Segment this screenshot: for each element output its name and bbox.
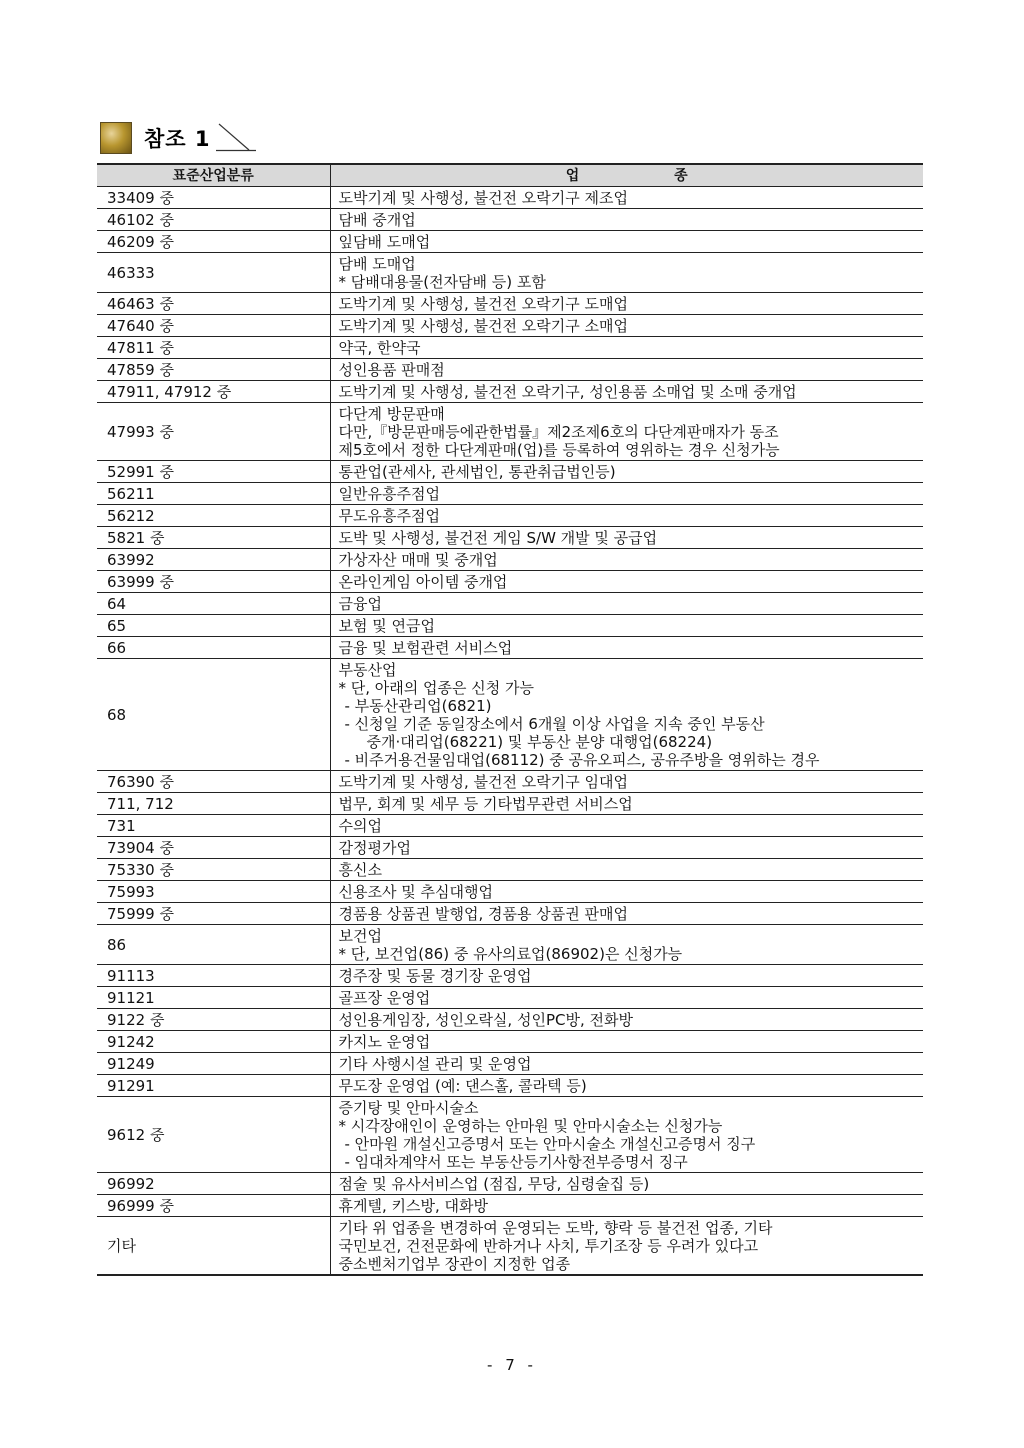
table-row: [97, 403, 923, 461]
business-type-line: - 부동산관리업(6821): [344, 697, 492, 715]
business-type-cell: [330, 359, 923, 381]
industry-code-cell: 91121: [97, 987, 330, 1009]
table-row: [97, 593, 923, 615]
industry-code-cell: 64: [97, 593, 330, 615]
business-type-line: * 단, 아래의 업종은 신청 가능: [338, 679, 534, 697]
business-type-line: 약국, 한약국: [338, 339, 421, 357]
header-business-type-label: 업 종: [565, 167, 688, 184]
table-row: [97, 315, 923, 337]
business-type-cell: [330, 381, 923, 403]
industry-code-cell: 91242: [97, 1031, 330, 1053]
business-type-cell: [330, 1173, 923, 1195]
business-type-cell: [330, 793, 923, 815]
business-type-line: 흥신소: [338, 861, 382, 879]
table-row: [97, 1053, 923, 1075]
business-type-cell: [330, 637, 923, 659]
business-type-line: 제5호에서 정한 다단계판매(업)를 등록하여 영위하는 경우 신청가능: [338, 441, 780, 459]
table-row: [97, 815, 923, 837]
business-type-cell: [330, 815, 923, 837]
industry-code-cell: 46209 중: [97, 231, 330, 253]
header-industry-code: 표준산업분류: [97, 164, 330, 187]
table-row: [97, 1195, 923, 1217]
business-type-line: 다단계 방문판매: [338, 405, 445, 423]
business-type-line: 도박기계 및 사행성, 불건전 오락기구, 성인용품 소매업 및 소매 중개업: [338, 383, 797, 401]
business-type-cell: [330, 483, 923, 505]
business-type-cell: [330, 659, 923, 771]
industry-code-cell: 73904 중: [97, 837, 330, 859]
business-type-line: 보험 및 연금업: [338, 617, 435, 635]
industry-code-cell: 47811 중: [97, 337, 330, 359]
industry-code-cell: 52991 중: [97, 461, 330, 483]
business-type-line: 법무, 회계 및 세무 등 기타법무관련 서비스업: [338, 795, 633, 813]
business-type-line: 잎담배 도매업: [338, 233, 431, 251]
industry-code-cell: 5821 중: [97, 527, 330, 549]
table-row: [97, 293, 923, 315]
table-row: [97, 615, 923, 637]
industry-code-cell: 63992: [97, 549, 330, 571]
business-type-cell: [330, 1097, 923, 1173]
industry-code-cell: 96999 중: [97, 1195, 330, 1217]
industry-code-cell: 91291: [97, 1075, 330, 1097]
business-type-line: 도박 및 사행성, 불건전 게임 S/W 개발 및 공급업: [338, 529, 658, 547]
industry-code-cell: 기타: [97, 1217, 330, 1276]
business-type-line: * 단, 보건업(86) 중 유사의료업(86902)은 신청가능: [338, 945, 683, 963]
table-row: [97, 527, 923, 549]
business-type-cell: [330, 315, 923, 337]
business-type-cell: [330, 1075, 923, 1097]
table-row: [97, 859, 923, 881]
business-type-cell: [330, 771, 923, 793]
business-type-line: - 신청일 기준 동일장소에서 6개월 이상 사업을 지속 중인 부동산: [344, 715, 765, 733]
business-type-line: 도박기계 및 사행성, 불건전 오락기구 도매업: [338, 295, 628, 313]
business-type-line: 기타 사행시설 관리 및 운영업: [338, 1055, 532, 1073]
industry-code-cell: 33409 중: [97, 187, 330, 209]
table-row: [97, 1009, 923, 1031]
business-type-cell: [330, 1031, 923, 1053]
table-row: [97, 881, 923, 903]
table-row: [97, 837, 923, 859]
business-type-line: 가상자산 매매 및 중개업: [338, 551, 498, 569]
table-row: [97, 1075, 923, 1097]
business-type-line: 경품용 상품권 발행업, 경품용 상품권 판매업: [338, 905, 628, 923]
table-row: [97, 637, 923, 659]
table-row: [97, 549, 923, 571]
table-row: [97, 1097, 923, 1173]
industry-code-cell: 75993: [97, 881, 330, 903]
business-type-cell: [330, 881, 923, 903]
industry-code-cell: 9612 중: [97, 1097, 330, 1173]
business-type-line: 휴게텔, 키스방, 대화방: [338, 1197, 488, 1215]
table-row: [97, 187, 923, 209]
business-type-line: 중개·대리업(68221) 및 부동산 분양 대행업(68224): [366, 733, 713, 751]
business-type-cell: [330, 253, 923, 293]
industry-code-cell: 56212: [97, 505, 330, 527]
business-type-cell: [330, 903, 923, 925]
table-row: [97, 965, 923, 987]
heading-square-icon: [100, 122, 132, 154]
business-type-line: * 시각장애인이 운영하는 안마원 및 안마시술소는 신청가능: [338, 1117, 723, 1135]
table-row: [97, 231, 923, 253]
industry-code-cell: 96992: [97, 1173, 330, 1195]
business-type-line: 신용조사 및 추심대행업: [338, 883, 493, 901]
business-type-line: 부동산업: [338, 661, 397, 679]
table-row: [97, 903, 923, 925]
table-header-row: [97, 164, 923, 187]
business-type-line: 금융업: [338, 595, 382, 613]
business-type-line: 다만,『방문판매등에관한법률』제2조제6호의 다단계판매자가 동조: [338, 423, 779, 441]
table-row: [97, 359, 923, 381]
table-row: [97, 1217, 923, 1276]
business-type-line: 통관업(관세사, 관세법인, 통관취급법인등): [338, 463, 616, 481]
business-type-line: 도박기계 및 사행성, 불건전 오락기구 제조업: [338, 189, 628, 207]
industry-code-cell: 46333: [97, 253, 330, 293]
industry-code-cell: 66: [97, 637, 330, 659]
industry-code-cell: 47859 중: [97, 359, 330, 381]
table-row: [97, 925, 923, 965]
business-type-line: 온라인게임 아이템 중개업: [338, 573, 508, 591]
table-row: [97, 793, 923, 815]
industry-code-cell: 47640 중: [97, 315, 330, 337]
business-type-line: 카지노 운영업: [338, 1033, 431, 1051]
business-type-cell: [330, 859, 923, 881]
business-type-line: 담배 도매업: [338, 255, 416, 273]
business-type-line: 중소벤처기업부 장관이 지정한 업종: [338, 1255, 571, 1273]
business-type-line: 증기탕 및 안마시술소: [338, 1099, 479, 1117]
business-type-cell: [330, 571, 923, 593]
business-type-line: * 담배대용물(전자담배 등) 포함: [338, 273, 546, 291]
industry-classification-table: [97, 163, 923, 1276]
page-number: - 7 -: [487, 1356, 537, 1374]
business-type-cell: [330, 527, 923, 549]
business-type-cell: [330, 403, 923, 461]
table-row: [97, 1173, 923, 1195]
industry-code-cell: 86: [97, 925, 330, 965]
industry-code-cell: 9122 중: [97, 1009, 330, 1031]
business-type-line: 금융 및 보험관련 서비스업: [338, 639, 513, 657]
business-type-line: 성인용품 판매점: [338, 361, 445, 379]
business-type-cell: [330, 593, 923, 615]
table-row: [97, 381, 923, 403]
business-type-cell: [330, 209, 923, 231]
table-row: [97, 337, 923, 359]
business-type-line: 점술 및 유사서비스업 (점집, 무당, 심령술집 등): [338, 1175, 650, 1193]
business-type-line: 기타 위 업종을 변경하여 운영되는 도박, 향락 등 불건전 업종, 기타: [338, 1219, 773, 1237]
business-type-cell: [330, 1053, 923, 1075]
business-type-line: 무도장 운영업 (예: 댄스홀, 콜라텍 등): [338, 1077, 587, 1095]
business-type-cell: [330, 1009, 923, 1031]
section-heading: [100, 122, 211, 154]
industry-code-cell: 47993 중: [97, 403, 330, 461]
business-type-line: 일반유흥주점업: [338, 485, 440, 503]
industry-code-cell: 75999 중: [97, 903, 330, 925]
business-type-line: 수의업: [338, 817, 382, 835]
table-row: [97, 505, 923, 527]
industry-code-cell: 76390 중: [97, 771, 330, 793]
business-type-line: 감정평가업: [338, 839, 411, 857]
business-type-line: 골프장 운영업: [338, 989, 431, 1007]
business-type-cell: [330, 293, 923, 315]
business-type-line: 성인용게임장, 성인오락실, 성인PC방, 전화방: [338, 1011, 633, 1029]
business-type-line: 담배 중개업: [338, 211, 416, 229]
table-row: [97, 461, 923, 483]
table-row: [97, 483, 923, 505]
heading-slash-decoration-icon: [216, 122, 256, 154]
industry-code-cell: 46463 중: [97, 293, 330, 315]
business-type-cell: [330, 187, 923, 209]
industry-code-cell: 46102 중: [97, 209, 330, 231]
business-type-cell: [330, 837, 923, 859]
business-type-line: 무도유흥주점업: [338, 507, 440, 525]
industry-code-cell: 91113: [97, 965, 330, 987]
table-row: [97, 571, 923, 593]
industry-code-cell: 75330 중: [97, 859, 330, 881]
table-row: [97, 987, 923, 1009]
industry-code-cell: 68: [97, 659, 330, 771]
business-type-line: 도박기계 및 사행성, 불건전 오락기구 임대업: [338, 773, 628, 791]
business-type-line: - 임대차계약서 또는 부동산등기사항전부증명서 징구: [344, 1153, 688, 1171]
industry-code-cell: 47911, 47912 중: [97, 381, 330, 403]
table-row: [97, 771, 923, 793]
header-business-type: [330, 164, 923, 187]
business-type-cell: [330, 337, 923, 359]
industry-code-cell: 91249: [97, 1053, 330, 1075]
business-type-line: 도박기계 및 사행성, 불건전 오락기구 소매업: [338, 317, 628, 335]
industry-code-cell: 56211: [97, 483, 330, 505]
business-type-cell: [330, 461, 923, 483]
business-type-cell: [330, 925, 923, 965]
business-type-cell: [330, 615, 923, 637]
business-type-cell: [330, 1195, 923, 1217]
business-type-line: - 안마원 개설신고증명서 또는 안마시술소 개설신고증명서 징구: [344, 1135, 756, 1153]
business-type-cell: [330, 1217, 923, 1276]
business-type-cell: [330, 549, 923, 571]
industry-code-cell: 63999 중: [97, 571, 330, 593]
industry-code-cell: 65: [97, 615, 330, 637]
table-body: [97, 187, 923, 1276]
business-type-cell: [330, 505, 923, 527]
industry-code-cell: 731: [97, 815, 330, 837]
table-row: [97, 659, 923, 771]
business-type-line: 경주장 및 동물 경기장 운영업: [338, 967, 532, 985]
business-type-line: 보건업: [338, 927, 382, 945]
business-type-line: 국민보건, 건전문화에 반하거나 사치, 투기조장 등 우려가 있다고: [338, 1237, 759, 1255]
business-type-cell: [330, 965, 923, 987]
business-type-line: - 비주거용건물임대업(68112) 중 공유오피스, 공유주방을 영위하는 경우: [344, 751, 820, 769]
business-type-cell: [330, 987, 923, 1009]
table-row: [97, 1031, 923, 1053]
section-title: 참조 1: [144, 127, 211, 151]
table-row: [97, 209, 923, 231]
industry-code-cell: 711, 712: [97, 793, 330, 815]
table-row: [97, 253, 923, 293]
business-type-cell: [330, 231, 923, 253]
